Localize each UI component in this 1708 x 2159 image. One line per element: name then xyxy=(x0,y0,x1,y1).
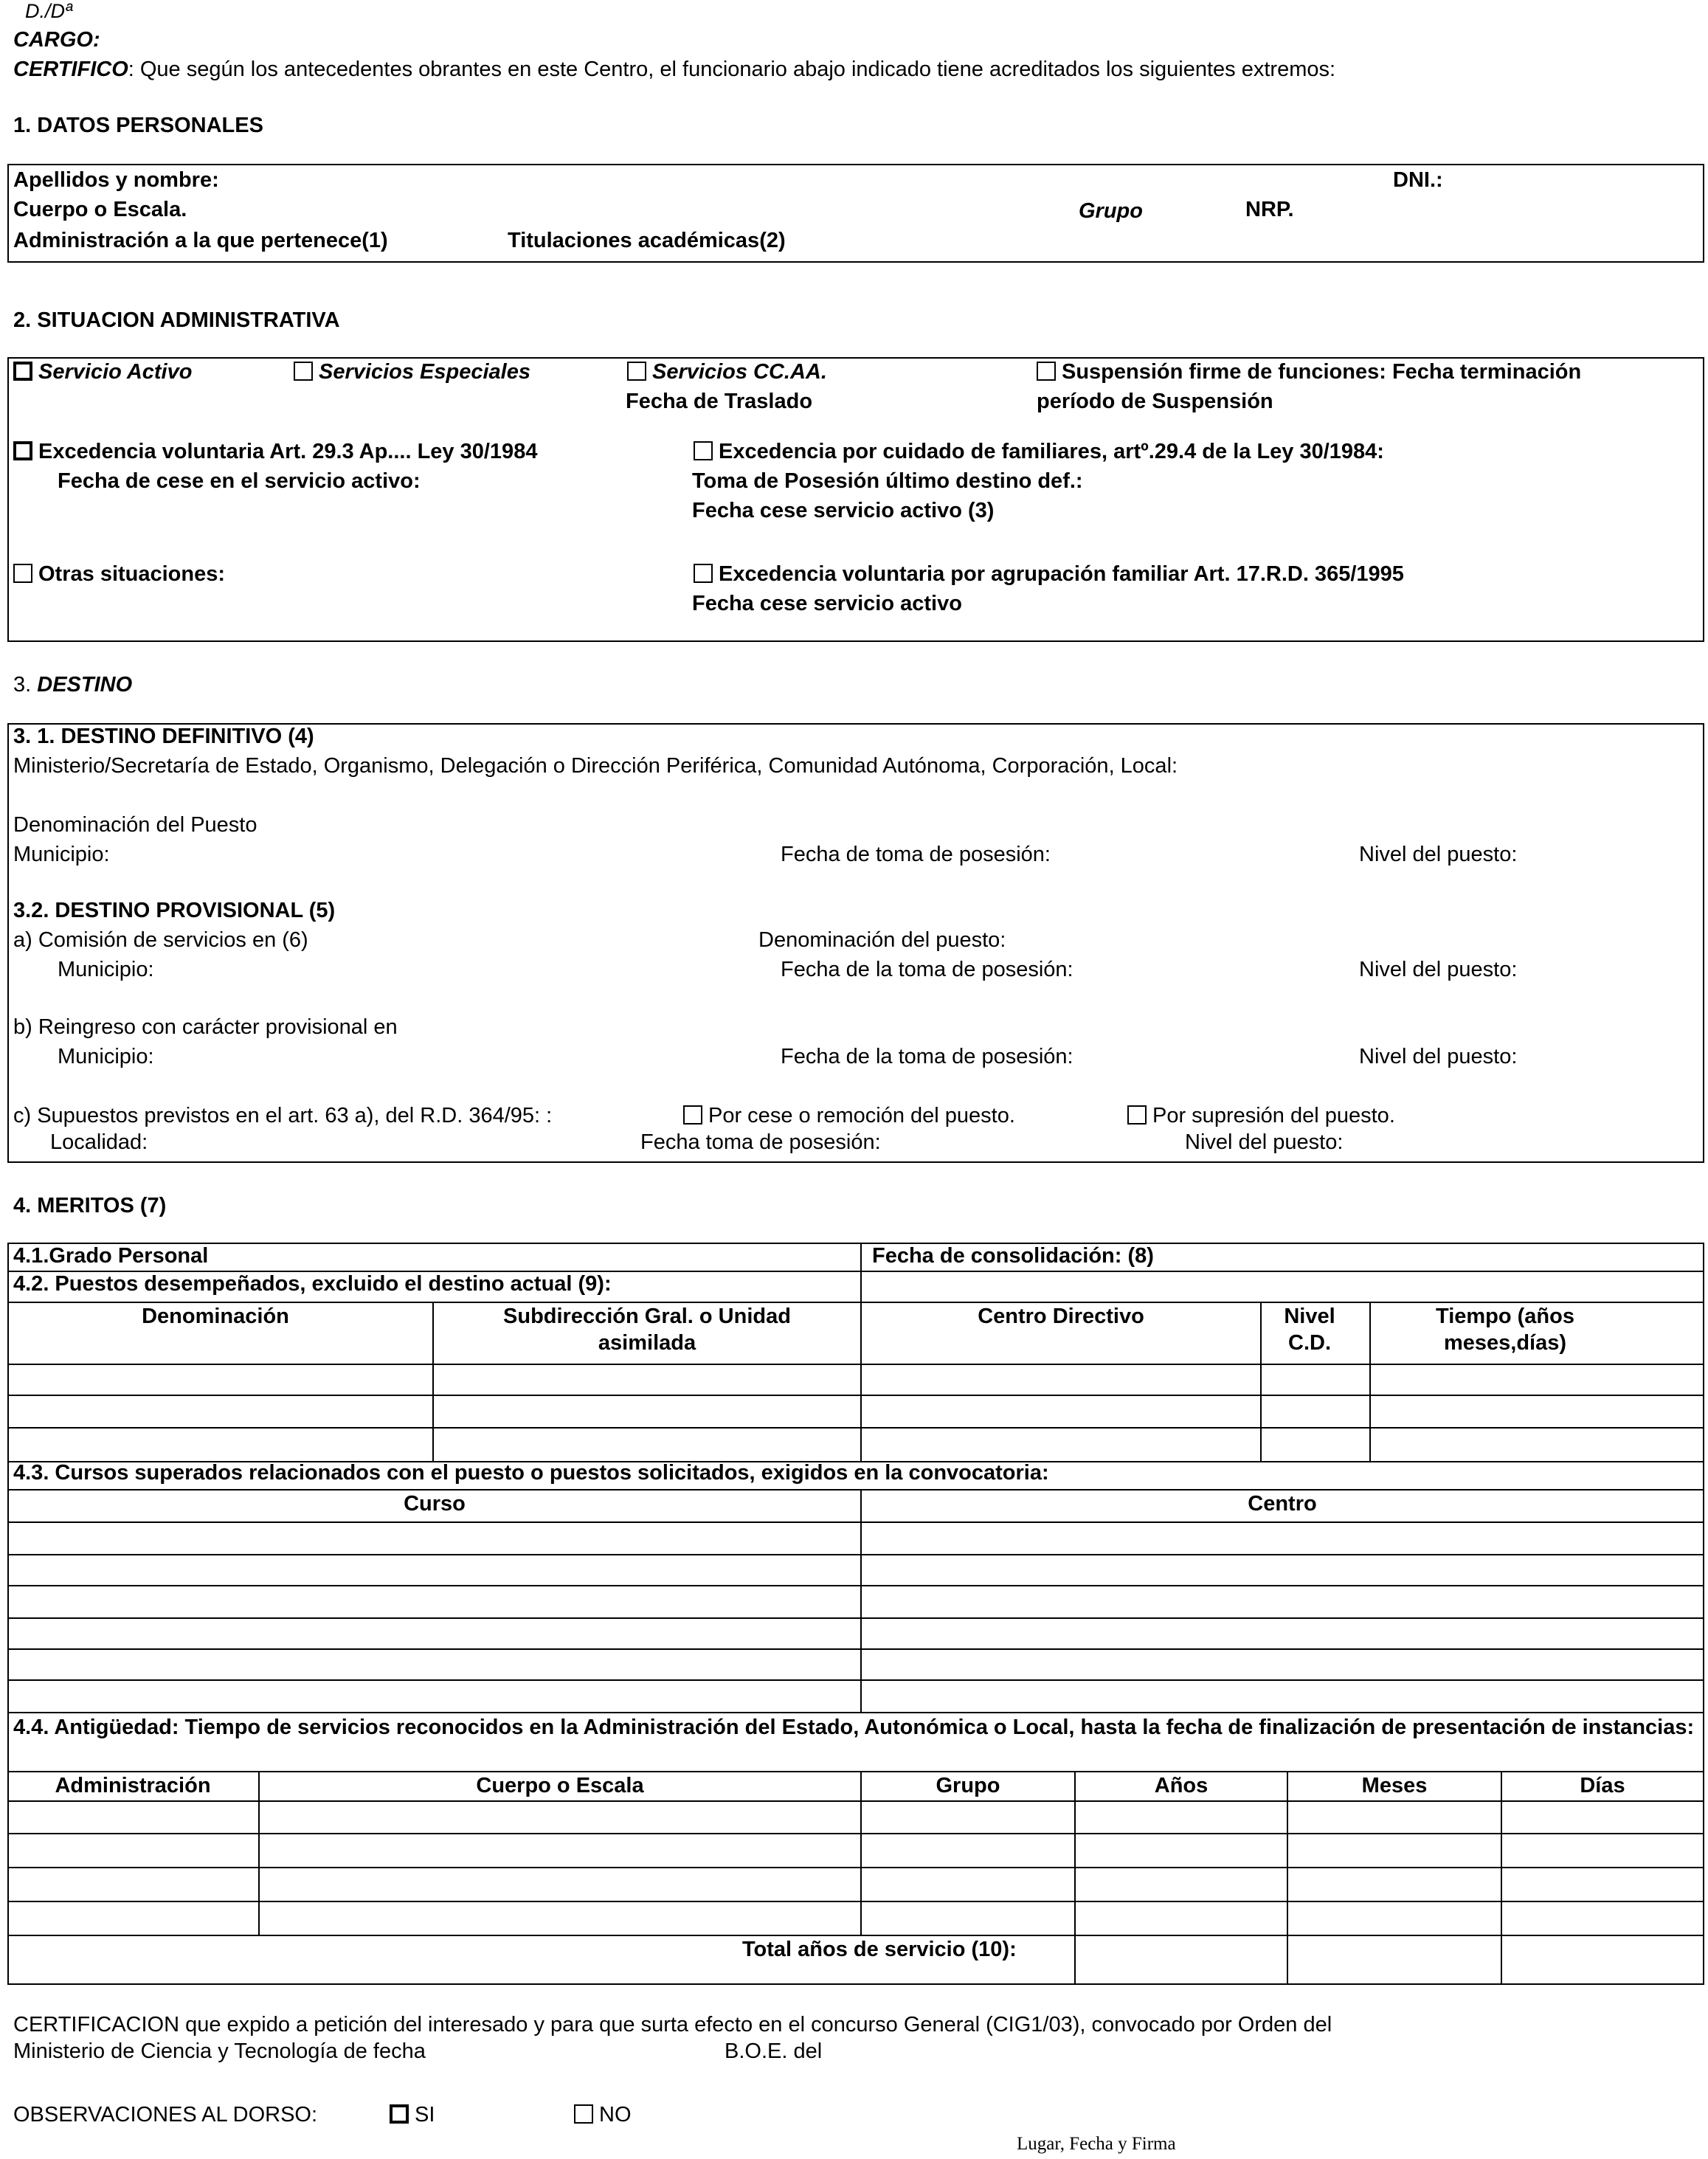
administracion-label: Administración a la que pertenece(1) xyxy=(13,229,388,252)
municipio-label: Municipio: xyxy=(13,843,110,866)
puestos-col-tiempo: Tiempo (años meses,días) xyxy=(1436,1305,1574,1355)
destino-provisional-title: 3.2. DESTINO PROVISIONAL (5) xyxy=(13,899,336,922)
puestos-col-denominacion: Denominación xyxy=(142,1305,289,1328)
reingreso-label: b) Reingreso con carácter provisional en xyxy=(13,1015,398,1039)
apellidos-label: Apellidos y nombre: xyxy=(13,168,219,192)
puestos-vline xyxy=(1260,1302,1262,1461)
titulaciones-label: Titulaciones académicas(2) xyxy=(508,229,786,252)
comision-denominacion-label: Denominación del puesto: xyxy=(758,928,1006,952)
antig-row xyxy=(7,1901,1704,1902)
antig-vline xyxy=(258,1771,260,1935)
suspension-label-2: período de Suspensión xyxy=(1037,390,1273,413)
fecha-toma-label: Fecha de toma de posesión: xyxy=(781,843,1051,866)
section-3-number: 3. xyxy=(13,673,38,697)
antig-vline xyxy=(1501,1771,1502,1985)
section-1-title: 1. DATOS PERSONALES xyxy=(13,114,263,137)
servicios-especiales-checkbox[interactable] xyxy=(294,362,313,381)
lugar-fecha-firma: Lugar, Fecha y Firma xyxy=(1017,2134,1176,2154)
supresion-option[interactable] xyxy=(1127,1104,1395,1128)
nivel-puesto-label: Nivel del puesto: xyxy=(1359,843,1518,866)
puestos-col-nivel: Nivel C.D. xyxy=(1284,1305,1335,1355)
puestos-col-subdireccion: Subdirección Gral. o Unidad asimilada xyxy=(503,1305,791,1355)
certificacion-text: CERTIFICACION que expido a petición del interesado y para que surta efecto en el concurso General (CIG1/03), convocado por Orden del xyxy=(13,2013,1332,2037)
boe-label: B.O.E. del xyxy=(725,2039,823,2063)
supuestos-label: c) Supuestos previstos en el art. 63 a), del R.D. 364/95: : xyxy=(13,1104,553,1127)
servicio-activo-checkbox[interactable] xyxy=(13,362,32,381)
comision-nivel-label: Nivel del puesto: xyxy=(1359,958,1518,981)
cargo-label: CARGO: xyxy=(13,28,100,52)
antig-col-dias: Días xyxy=(1580,1774,1625,1797)
suspension-label: Suspensión firme de funciones: Fecha terminación xyxy=(1062,360,1582,384)
otras-situaciones-checkbox[interactable] xyxy=(13,564,32,583)
servicio-activo-option[interactable] xyxy=(13,360,192,384)
cursos-row xyxy=(7,1585,1704,1586)
fecha-traslado-label: Fecha de Traslado xyxy=(626,390,813,413)
suspension-checkbox[interactable] xyxy=(1037,362,1056,381)
antig-vline xyxy=(1287,1771,1288,1985)
nrp-label: NRP. xyxy=(1245,198,1294,221)
puestos-row xyxy=(7,1395,1704,1396)
cursos-row xyxy=(7,1554,1704,1555)
ministerio-label: Ministerio/Secretaría de Estado, Organismo, Delegación o Dirección Periférica, Comunidad Autónoma, Corporación, Local: xyxy=(13,754,1178,778)
excedencia-agrupacion-checkbox[interactable] xyxy=(694,564,713,583)
comision-label: a) Comisión de servicios en (6) xyxy=(13,928,308,952)
cursos-row xyxy=(7,1648,1704,1650)
observaciones-label: OBSERVACIONES AL DORSO: xyxy=(13,2103,318,2127)
puestos-row xyxy=(7,1364,1704,1365)
comision-fecha-label: Fecha de la toma de posesión: xyxy=(781,958,1073,981)
observaciones-si-option[interactable] xyxy=(390,2103,435,2127)
otras-situaciones-label: Otras situaciones: xyxy=(38,562,226,586)
antig-vline xyxy=(1074,1771,1076,1985)
fecha-cese-label: Fecha cese servicio activo xyxy=(692,592,962,615)
destino-definitivo-title: 3. 1. DESTINO DEFINITIVO (4) xyxy=(13,725,314,748)
no-label: NO xyxy=(599,2103,632,2127)
denominacion-puesto-label: Denominación del Puesto xyxy=(13,813,257,837)
observaciones-no-option[interactable] xyxy=(574,2103,632,2127)
cursos-row xyxy=(7,1617,1704,1619)
reingreso-municipio-label: Municipio: xyxy=(58,1045,154,1068)
supresion-label: Por supresión del puesto. xyxy=(1152,1104,1395,1127)
excedencia-cuidado-checkbox[interactable] xyxy=(694,441,713,460)
puestos-vline xyxy=(860,1302,862,1461)
reingreso-fecha-label: Fecha de la toma de posesión: xyxy=(781,1045,1073,1068)
section-3-name: DESTINO xyxy=(37,673,133,697)
certifico-text: : Que según los antecedentes obrantes en este Centro, el funcionario abajo indicado tiene acreditados los siguientes extremos: xyxy=(128,58,1336,81)
supuestos-nivel-label: Nivel del puesto: xyxy=(1185,1130,1344,1154)
cuerpo-label: Cuerpo o Escala. xyxy=(13,198,187,221)
servicios-especiales-option[interactable] xyxy=(294,360,530,384)
section-4-title: 4. MERITOS (7) xyxy=(13,1194,167,1217)
supuestos-fecha-label: Fecha toma de posesión: xyxy=(640,1130,881,1154)
meritos-divider xyxy=(860,1243,862,1302)
servicios-ccaa-label: Servicios CC.AA. xyxy=(652,360,827,384)
antig-vline xyxy=(860,1771,862,1935)
excedencia-voluntaria-label: Excedencia voluntaria Art. 29.3 Ap.... Ley 30/1984 xyxy=(38,440,538,463)
excedencia-voluntaria-option[interactable] xyxy=(13,440,537,464)
ministerio-fecha-label: Ministerio de Ciencia y Tecnología de fecha xyxy=(13,2039,426,2063)
section-2-title: 2. SITUACION ADMINISTRATIVA xyxy=(13,308,340,332)
servicios-ccaa-option[interactable] xyxy=(627,360,827,384)
puestos-col-centro: Centro Directivo xyxy=(978,1305,1144,1328)
dd-label: D./Dª xyxy=(25,0,72,22)
otras-situaciones-option[interactable] xyxy=(13,562,225,587)
grado-personal-label: 4.1.Grado Personal xyxy=(13,1244,209,1268)
cursos-col-curso: Curso xyxy=(404,1492,466,1516)
cese-remocion-option[interactable] xyxy=(683,1104,1015,1128)
grupo-label: Grupo xyxy=(1079,199,1143,223)
antig-row xyxy=(7,1833,1704,1834)
puestos-vline xyxy=(1369,1302,1371,1461)
excedencia-cuidado-option[interactable] xyxy=(694,440,1384,464)
localidad-label: Localidad: xyxy=(50,1130,148,1154)
antig-col-administracion: Administración xyxy=(55,1774,211,1797)
fecha-cese-activo-label: Fecha de cese en el servicio activo: xyxy=(58,469,421,493)
comision-municipio-label: Municipio: xyxy=(58,958,154,981)
si-label: SI xyxy=(415,2103,435,2127)
servicios-especiales-label: Servicios Especiales xyxy=(319,360,530,384)
antig-row xyxy=(7,1867,1704,1868)
antig-col-cuerpo: Cuerpo o Escala xyxy=(476,1774,644,1797)
puestos-title: 4.2. Puestos desempeñados, excluido el destino actual (9): xyxy=(13,1272,612,1296)
antig-row xyxy=(7,1935,1704,1936)
excedencia-agrupacion-option[interactable] xyxy=(694,562,1404,587)
cursos-row xyxy=(7,1679,1704,1681)
cursos-title: 4.3. Cursos superados relacionados con el puesto o puestos solicitados, exigidos en la convocatoria: xyxy=(13,1461,1049,1485)
puestos-row xyxy=(7,1427,1704,1429)
excedencia-agrupacion-label: Excedencia voluntaria por agrupación familiar Art. 17.R.D. 365/1995 xyxy=(719,562,1404,586)
antig-row xyxy=(7,1800,1704,1802)
fecha-cese-3-label: Fecha cese servicio activo (3) xyxy=(692,499,995,522)
toma-posesion-ultimo-label: Toma de Posesión último destino def.: xyxy=(692,469,1083,493)
certifico-line xyxy=(13,58,1335,82)
total-anos-label: Total años de servicio (10): xyxy=(742,1938,1017,1961)
servicio-activo-label: Servicio Activo xyxy=(38,360,193,384)
antig-col-meses: Meses xyxy=(1361,1774,1428,1797)
section-3-title xyxy=(13,673,132,697)
cursos-col-centro: Centro xyxy=(1248,1492,1317,1516)
excedencia-voluntaria-checkbox[interactable] xyxy=(13,441,32,460)
servicios-ccaa-checkbox[interactable] xyxy=(627,362,646,381)
no-checkbox[interactable] xyxy=(574,2104,593,2124)
cese-remocion-checkbox[interactable] xyxy=(683,1105,702,1125)
si-checkbox[interactable] xyxy=(390,2104,409,2124)
puestos-vline xyxy=(432,1302,434,1461)
dni-label: DNI.: xyxy=(1393,168,1443,192)
supresion-checkbox[interactable] xyxy=(1127,1105,1147,1125)
cursos-row xyxy=(7,1521,1704,1523)
cese-remocion-label: Por cese o remoción del puesto. xyxy=(708,1104,1015,1127)
antiguedad-title: 4.4. Antigüedad: Tiempo de servicios reconocidos en la Administración del Estado, Autonómica o Local, hasta la fecha de finalización de presentación de instancias: xyxy=(13,1716,1695,1739)
antig-col-grupo: Grupo xyxy=(936,1774,1000,1797)
suspension-option[interactable] xyxy=(1037,360,1581,384)
reingreso-nivel-label: Nivel del puesto: xyxy=(1359,1045,1518,1068)
excedencia-cuidado-label: Excedencia por cuidado de familiares, artº.29.4 de la Ley 30/1984: xyxy=(719,440,1384,463)
fecha-consolidacion-label: Fecha de consolidación: (8) xyxy=(872,1244,1154,1268)
certifico-label: CERTIFICO xyxy=(13,58,128,81)
antig-col-anos: Años xyxy=(1154,1774,1209,1797)
